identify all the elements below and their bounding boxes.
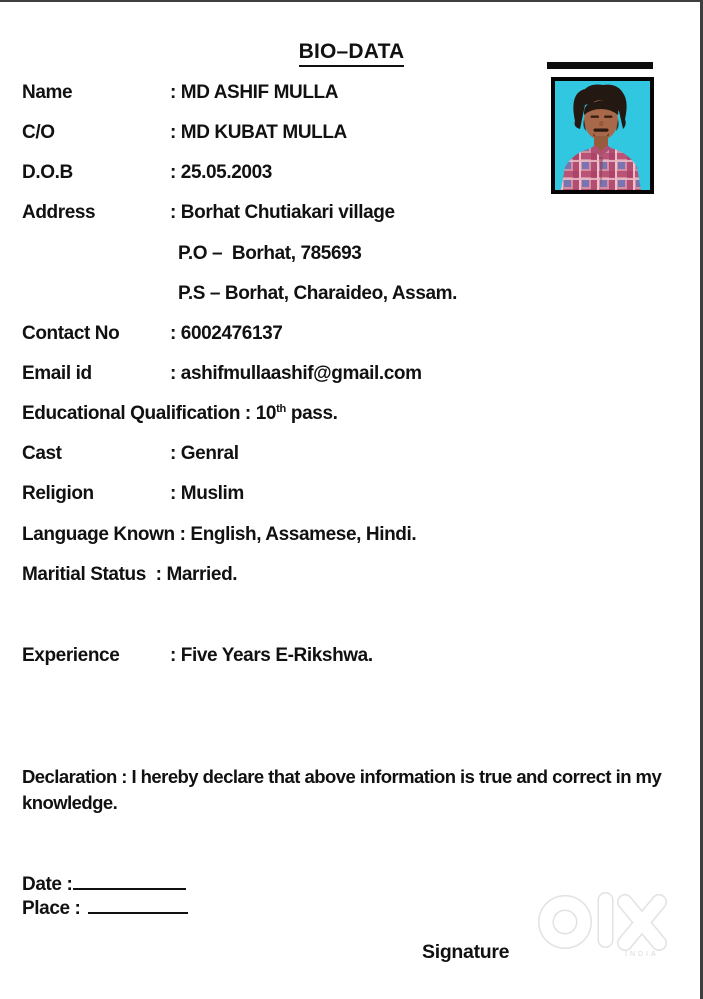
top-edge-line — [0, 0, 703, 2]
field-value: P.S – Borhat, Charaideo, Assam. — [178, 282, 458, 304]
field-label: Email id — [22, 363, 92, 385]
field-value: : 10th pass. — [240, 403, 338, 425]
field-value: : Genral — [170, 443, 239, 465]
field-row-co — [22, 113, 687, 153]
olx-logo-icon — [528, 884, 668, 960]
field-row-experience — [22, 636, 687, 676]
date-label: Date : — [22, 873, 73, 895]
field-row-address-line3 — [22, 274, 687, 314]
field-label: D.O.B — [22, 162, 73, 184]
field-row-marital-status — [22, 555, 687, 595]
field-row-name — [22, 73, 687, 113]
olx-watermark — [528, 884, 668, 965]
field-value: P.O – Borhat, 785693 — [178, 242, 362, 264]
field-value: : Five Years E-Rikshwa. — [170, 644, 373, 666]
field-label: Maritial Status — [22, 563, 146, 585]
date-blank-line — [73, 874, 186, 890]
field-label: Experience — [22, 644, 120, 666]
field-label: Name — [22, 82, 73, 104]
field-label: Language Known — [22, 523, 175, 545]
field-value: : Muslim — [170, 483, 244, 505]
field-list — [22, 73, 687, 922]
page-title: BIO–DATA — [299, 40, 405, 67]
field-label: Cast — [22, 443, 62, 465]
olx-india-label: INDIA — [625, 951, 659, 958]
field-value: : ashifmullaashif@gmail.com — [170, 363, 422, 385]
field-row-contact — [22, 314, 687, 354]
field-value: : Married. — [145, 563, 238, 585]
field-value: : Borhat Chutiakari village — [170, 202, 395, 224]
field-label: Educational Qualification — [22, 403, 241, 425]
declaration-line2: knowledge. — [22, 791, 118, 813]
field-label: Religion — [22, 483, 94, 505]
declaration-line1: Declaration : I hereby declare that above information is true and correct in my — [22, 765, 662, 787]
field-row-address — [22, 193, 687, 233]
field-row-dob — [22, 153, 687, 193]
photo-top-strip — [547, 62, 653, 69]
field-value: : MD KUBAT MULLA — [170, 122, 347, 144]
signature-label: Signature — [422, 941, 510, 963]
place-label: Place : — [22, 897, 81, 919]
field-row-religion — [22, 474, 687, 514]
field-value: : 25.05.2003 — [170, 162, 272, 184]
field-value: : MD ASHIF MULLA — [170, 82, 339, 104]
place-blank-line — [88, 898, 188, 914]
field-row-address-line2 — [22, 234, 687, 274]
field-row-languages — [22, 515, 687, 555]
field-label: Contact No — [22, 322, 120, 344]
field-row-cast — [22, 434, 687, 474]
field-label: Address — [22, 202, 96, 224]
declaration-paragraph — [22, 764, 687, 816]
field-value: : English, Assamese, Hindi. — [174, 523, 417, 545]
ordinal-suffix: th — [276, 403, 287, 416]
field-value: : 6002476137 — [170, 322, 283, 344]
field-row-qualification — [22, 394, 687, 434]
field-row-email — [22, 354, 687, 394]
field-label: C/O — [22, 122, 55, 144]
